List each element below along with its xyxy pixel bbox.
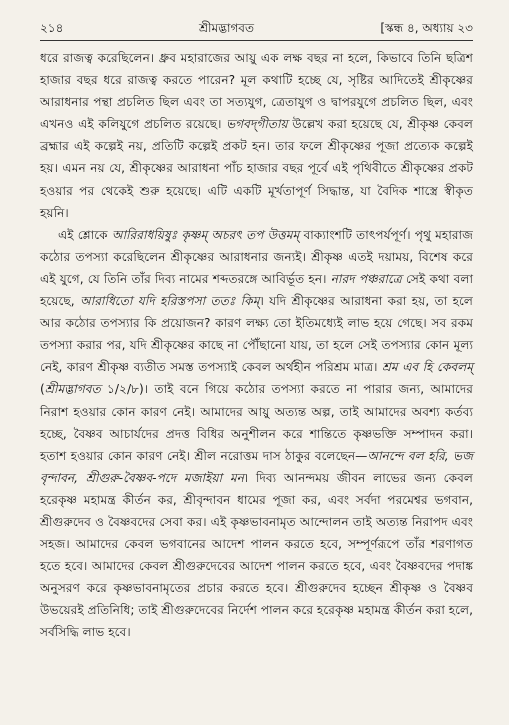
italic-segment: শ্রম এব হি কেবলম্: [382, 360, 474, 375]
text-segment: উল্লেখ করা হয়েছে যে, শ্রীকৃষ্ণ কেবল ব্রহ্মার এই কল্পেই নয়, প্রতিটি কল্পেই প্রকট হন। তার ফলে শ্রীকৃষ্ণের পূজা প্রত্যেক কল্পেই হয়। এমন নয় যে, শ্রীকৃষ্ণের আরাধনা পাঁচ হাজার বছর পূর্বে এই পৃথিবীতে শ্রীকৃষ্ণের প্রকট হওয়ার পর থেকেই শুরু হয়েছে। এটি একটি মূর্খতাপূর্ণ সিদ্ধান্ত, যা বৈদিক শাস্ত্রে স্বীকৃত হয়নি।: [40, 117, 473, 220]
header-divider: [40, 40, 473, 41]
text-segment: । যদি শ্রীকৃষ্ণের আরাধনা করা হয়, তা হলে আর কঠোর তপস্যার কি প্রয়োজন? কারণ লক্ষ্য তো ইতিমধ্যেই লাভ হয়ে গেছে। সব রকম তপস্যা করার পর, যদি শ্রীকৃষ্ণের কাছে না পৌঁছানো যায়, তা হলে সেই তপস্যার কোন মূল্য নেই, কারণ শ্রীকৃষ্ণ ব্যতীত সমস্ত তপস্যাই কেবল অর্থহীন পরিশ্রম মাত্র।: [40, 294, 473, 375]
page-number: ২১৪: [40, 21, 64, 35]
text-segment: এই শ্লোকে: [58, 227, 112, 242]
text-segment: বাক্যাংশটি তাৎপর্যপূর্ণ। পৃথু মহারাজ কঠোর তপস্যা করেছিলেন শ্রীকৃষ্ণের আরাধনার জন্যই। শ্রীকৃষ্ণ এতই দয়াময়, বিশেষ করে এই যুগে, যে তিনি তাঁর দিব্য নামের শব্দতরঙ্গে আবির্ভূত হন।: [40, 227, 473, 286]
italic-segment: আনন্দে বল হরি, ভজ বৃন্দাবন, শ্রীগুরু-বৈষ্ণব-পদে মজাইয়া মন: [40, 448, 473, 485]
text-segment: ১/২/৮)। তাই বনে গিয়ে কঠোর তপস্যা করতে না পারার জন্য, আমাদের নিরাশ হওয়ার কোন কারণ নেই। আমাদের আয়ু অত্যন্ত অল্প, তাই আমাদের অবশ্য কর্তব্য হচ্ছে, বৈষ্ণব আচার্যদের প্রদত্ত বিধির অনুশীলন করে শান্তিতে কৃষ্ণভক্তি সম্পাদন করা। হতাশ হওয়ার কোন কারণ নেই। শ্রীল নরোত্তম দাস ঠাকুর বলেছেন—: [40, 382, 473, 463]
page-body: [40, 47, 473, 644]
text-segment: সেই কথা বলা হয়েছে,: [40, 271, 473, 309]
paragraph-1: [40, 47, 473, 224]
page-header: [40, 20, 473, 36]
italic-segment: নারদ পঞ্চরাত্রে: [330, 271, 402, 286]
paragraph-2: [40, 224, 473, 644]
italic-segment: আরিরাধয়িষুঃ কৃষ্ণম্ অচরৎ তপ উত্তমম্‌: [111, 227, 300, 242]
text-segment: । দিব্য আনন্দময় জীবন লাভের জন্য কেবল হরেকৃষ্ণ মহামন্ত্র কীর্তন কর, শ্রীবৃন্দাবন ধামের পূজা কর, এবং সর্বদা পরমেশ্বর ভগবান, শ্রীগুরুদেব ও বৈষ্ণবদের সেবা কর। এই কৃষ্ণভাবনামৃত আন্দোলন তাই অত্যন্ত নিরাপদ এবং সহজ। আমাদের কেবল ভগবানের আদেশ পালন করতে হবে, সম্পূর্ণরূপে তাঁর শরণাগত হতে হবে। আমাদের কেবল শ্রীগুরুদেবের আদেশ পালন করতে হবে, এবং বৈষ্ণবদের পদাঙ্ক অনুসরণ করে কৃষ্ণভাবনামৃতের প্রচার করতে হবে। শ্রীগুরুদেব হচ্ছেন শ্রীকৃষ্ণ ও বৈষ্ণব উভয়েরই প্রতিনিধি; তাই শ্রীগুরুদেবের নির্দেশ পালন করে হরেকৃষ্ণ মহামন্ত্র কীর্তন করা হলে, সর্বসিদ্ধি লাভ হবে।: [40, 470, 473, 640]
italic-segment: ভগবদ্‌গীতায়: [226, 117, 288, 132]
book-title: শ্রীমদ্ভাগবত: [198, 21, 254, 35]
text-segment: (: [40, 382, 45, 397]
chapter-reference: [স্কন্ধ ৪, অধ্যায় ২৩: [380, 21, 473, 35]
text-segment: ধরে রাজত্ব করেছিলেন। ধ্রুব মহারাজের আয়ু এক লক্ষ বছর না হলে, কিভাবে তিনি ছত্রিশ হাজার বছর ধরে রাজত্ব করতে পারেন? মূল কথাটি হচ্ছে যে, সৃষ্টির আদিতেই শ্রীকৃষ্ণের আরাধনার পন্থা প্রচলিত ছিল এবং তা সত্যযুগ, ত্রেতাযুগ ও দ্বাপরযুগে প্রচলিত ছিল, এবং এখনও এই কলিযুগে প্রচলিত রয়েছে।: [40, 51, 473, 132]
italic-segment: আরাধিতো যদি হরিস্তপসা ততঃ কিম্: [80, 294, 260, 309]
italic-segment: শ্রীমদ্ভাগবত: [44, 382, 101, 397]
